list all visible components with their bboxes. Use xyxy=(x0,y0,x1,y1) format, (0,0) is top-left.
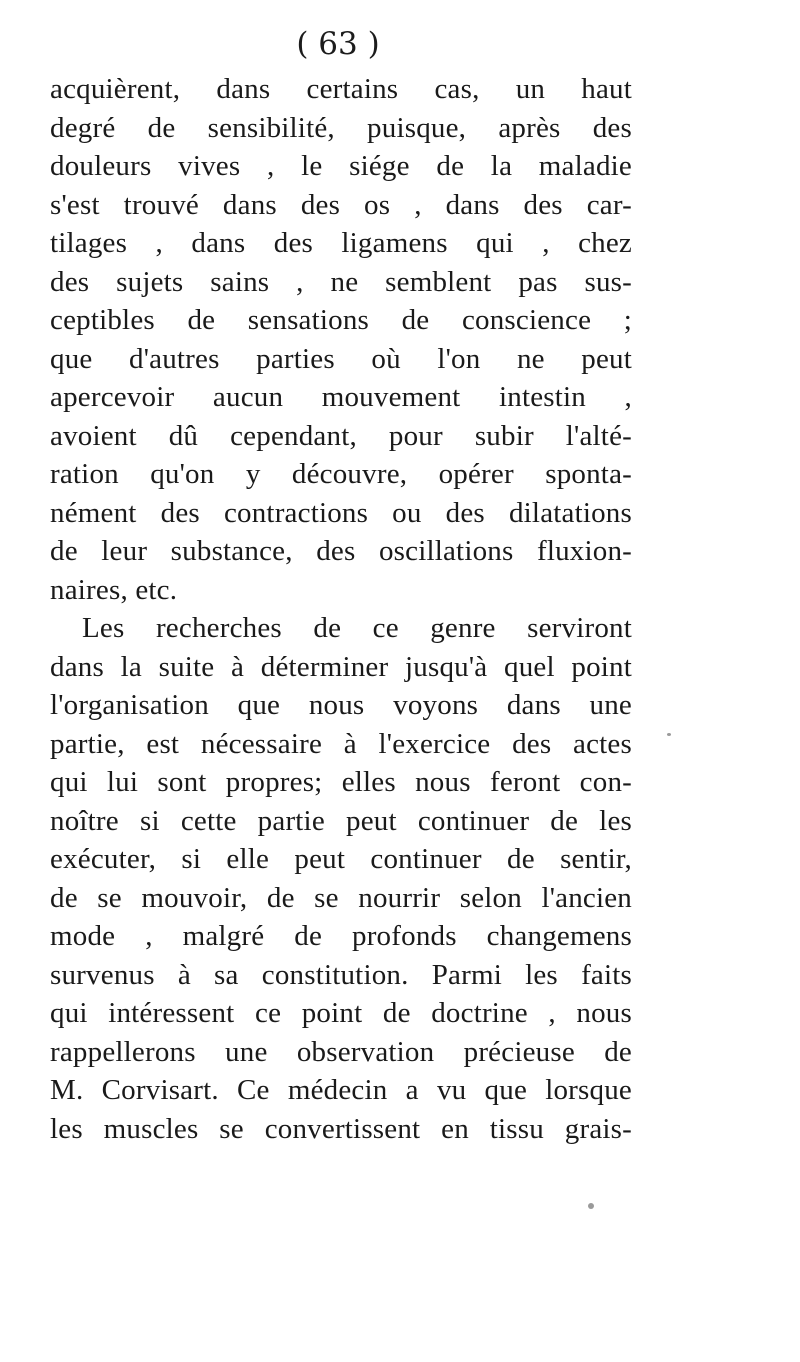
text-line: que d'autres parties où l'on ne peut xyxy=(50,342,632,375)
text-line: douleurs vives , le siége de la maladie xyxy=(50,150,632,182)
text-line: M. Corvisart. Ce médecin a vu que lorsque xyxy=(50,1074,632,1106)
text-line: nément des contractions ou des dilatations xyxy=(50,496,632,529)
text-line: exécuter, si elle peut continuer de sentir, xyxy=(50,843,632,875)
text-line: partie, est nécessaire à l'exercice des actes xyxy=(50,727,632,760)
text-line: qui lui sont propres; elles nous feront con- xyxy=(50,766,632,798)
text-line: degré de sensibilité, puisque, après des xyxy=(50,111,632,144)
text-line: Les recherches de ce genre serviront xyxy=(82,612,632,644)
text-line: tilages , dans des ligamens qui , chez xyxy=(50,227,632,259)
text-line: rappellerons une observation précieuse de xyxy=(50,1035,632,1068)
text-line: des sujets sains , ne semblent pas sus- xyxy=(50,265,632,298)
paragraph-1 xyxy=(50,70,632,609)
text-line: survenus à sa constitution. Parmi les faits xyxy=(50,958,632,991)
text-line: noître si cette partie peut continuer de les xyxy=(50,804,632,837)
text-line: apercevoir aucun mouvement intestin , xyxy=(50,381,632,413)
paper-speck xyxy=(588,1203,594,1209)
body-text xyxy=(50,70,632,1148)
text-line: qui intéressent ce point de doctrine , nous xyxy=(50,997,632,1029)
text-line: naires, etc. xyxy=(50,573,178,606)
text-line: s'est trouvé dans des os , dans des car- xyxy=(50,188,632,221)
text-line: les muscles se convertissent en tissu grais- xyxy=(50,1112,632,1145)
text-line: avoient dû cependant, pour subir l'alté- xyxy=(50,419,632,452)
text-line: mode , malgré de profonds changemens xyxy=(50,920,632,952)
page-number: ( 63 ) xyxy=(296,26,380,62)
text-line: de leur substance, des oscillations fluxion- xyxy=(50,535,632,567)
paragraph-2 xyxy=(50,609,632,1148)
text-line: ceptibles de sensations de conscience ; xyxy=(50,304,632,336)
text-line: de se mouvoir, de se nourrir selon l'ancien xyxy=(50,881,632,914)
paper-speck xyxy=(667,733,671,736)
text-line: acquièrent, dans certains cas, un haut xyxy=(50,73,632,105)
text-line: ration qu'on y découvre, opérer sponta- xyxy=(50,458,632,490)
text-line: l'organisation que nous voyons dans une xyxy=(50,689,632,721)
text-line: dans la suite à déterminer jusqu'à quel point xyxy=(50,650,632,683)
